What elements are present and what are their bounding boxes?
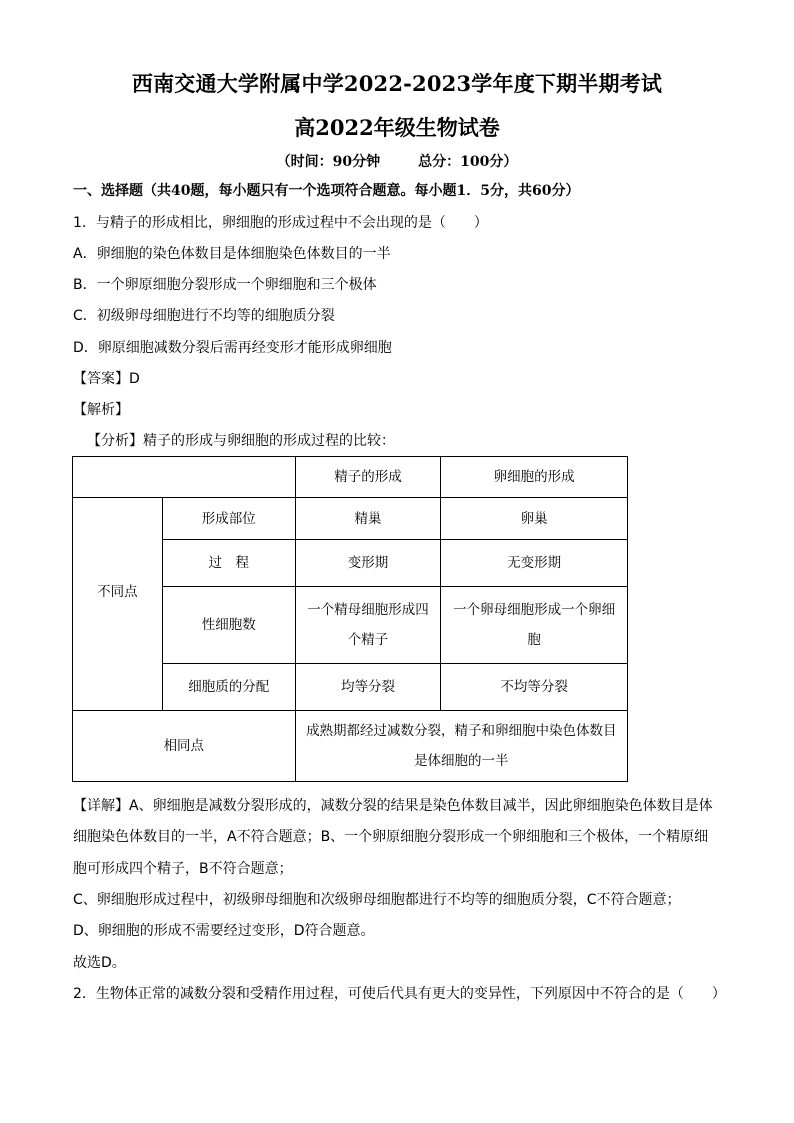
q1-option-c: C．初级卵母细胞进行不均等的细胞质分裂	[73, 308, 335, 324]
q1-option-d: D．卵原细胞减数分裂后需再经变形才能形成卵细胞	[73, 340, 392, 356]
section-heading: 一、选择题（共40题，每小题只有一个选项符合题意。每小题1．5分，共60分）	[73, 183, 580, 199]
row-item: 形成部位	[162, 498, 295, 540]
table-corner-cell	[73, 457, 296, 498]
q1-detail-line: 细胞染色体数目的一半，A不符合题意；B、一个卵原细胞分裂形成一个卵细胞和三个极体，一个精原细	[73, 829, 709, 845]
q1-detail-line: C、卵细胞形成过程中，初级卵母细胞和次级卵母细胞都进行不均等的细胞质分裂，C不符合题意；	[73, 892, 681, 908]
exam-info	[0, 151, 794, 171]
q1-option-a: A．卵细胞的染色体数目是体细胞染色体数目的一半	[73, 246, 391, 262]
row-sperm: 变形期	[295, 540, 441, 587]
q1-detail-line: 胞可形成四个精子，B不符合题意；	[73, 861, 293, 877]
comparison-table	[72, 456, 628, 782]
same-label: 相同点	[73, 711, 296, 782]
row-egg: 卵巢	[441, 498, 628, 540]
row-item: 细胞质的分配	[162, 664, 295, 711]
exam-title: 西南交通大学附属中学2022-2023学年度下期半期考试	[131, 71, 663, 96]
table-row	[73, 498, 628, 540]
exam-subtitle: 高2022年级生物试卷	[294, 115, 500, 140]
q1-analysis-intro: 【分析】精子的形成与卵细胞的形成过程的比较：	[87, 433, 395, 449]
table-row	[73, 711, 628, 782]
q1-option-b: B．一个卵原细胞分裂形成一个卵细胞和三个极体	[73, 277, 377, 293]
table-header-sperm: 精子的形成	[295, 457, 441, 498]
q2-stem: 2．生物体正常的减数分裂和受精作用过程，可使后代具有更大的变异性，下列原因中不符合的是（ ）	[73, 986, 726, 1002]
same-text: 成熟期都经过减数分裂，精子和卵细胞中染色体数目是体细胞的一半	[295, 711, 627, 782]
q1-detail-line: 故选D。	[73, 955, 126, 971]
q1-analysis-label: 【解析】	[73, 402, 129, 418]
row-egg: 一个卵母细胞形成一个卵细胞	[441, 587, 628, 664]
q1-answer: 【答案】D	[73, 371, 140, 387]
row-item: 性细胞数	[162, 587, 295, 664]
diff-label-cell	[73, 498, 163, 711]
row-sperm: 一个精母细胞形成四个精子	[295, 587, 441, 664]
row-egg: 无变形期	[441, 540, 628, 587]
exam-time: （时间：90分钟	[276, 154, 381, 170]
row-sperm: 精巢	[295, 498, 441, 540]
row-sperm: 均等分裂	[295, 664, 441, 711]
table-header-row	[73, 457, 628, 498]
q1-stem: 1．与精子的形成相比，卵细胞的形成过程中不会出现的是（ ）	[73, 215, 488, 231]
q1-detail-line: D、卵细胞的形成不需要经过变形，D符合题意。	[73, 923, 375, 939]
row-egg: 不均等分裂	[441, 664, 628, 711]
q1-detail-line: 【详解】A、卵细胞是减数分裂形成的，减数分裂的结果是染色体数目减半，因此卵细胞染色体数目是体	[73, 798, 713, 814]
table-header-egg: 卵细胞的形成	[441, 457, 628, 498]
row-item: 过 程	[162, 540, 295, 587]
diff-label: 不同点	[97, 584, 138, 600]
exam-score: 总分：100分）	[418, 154, 518, 170]
